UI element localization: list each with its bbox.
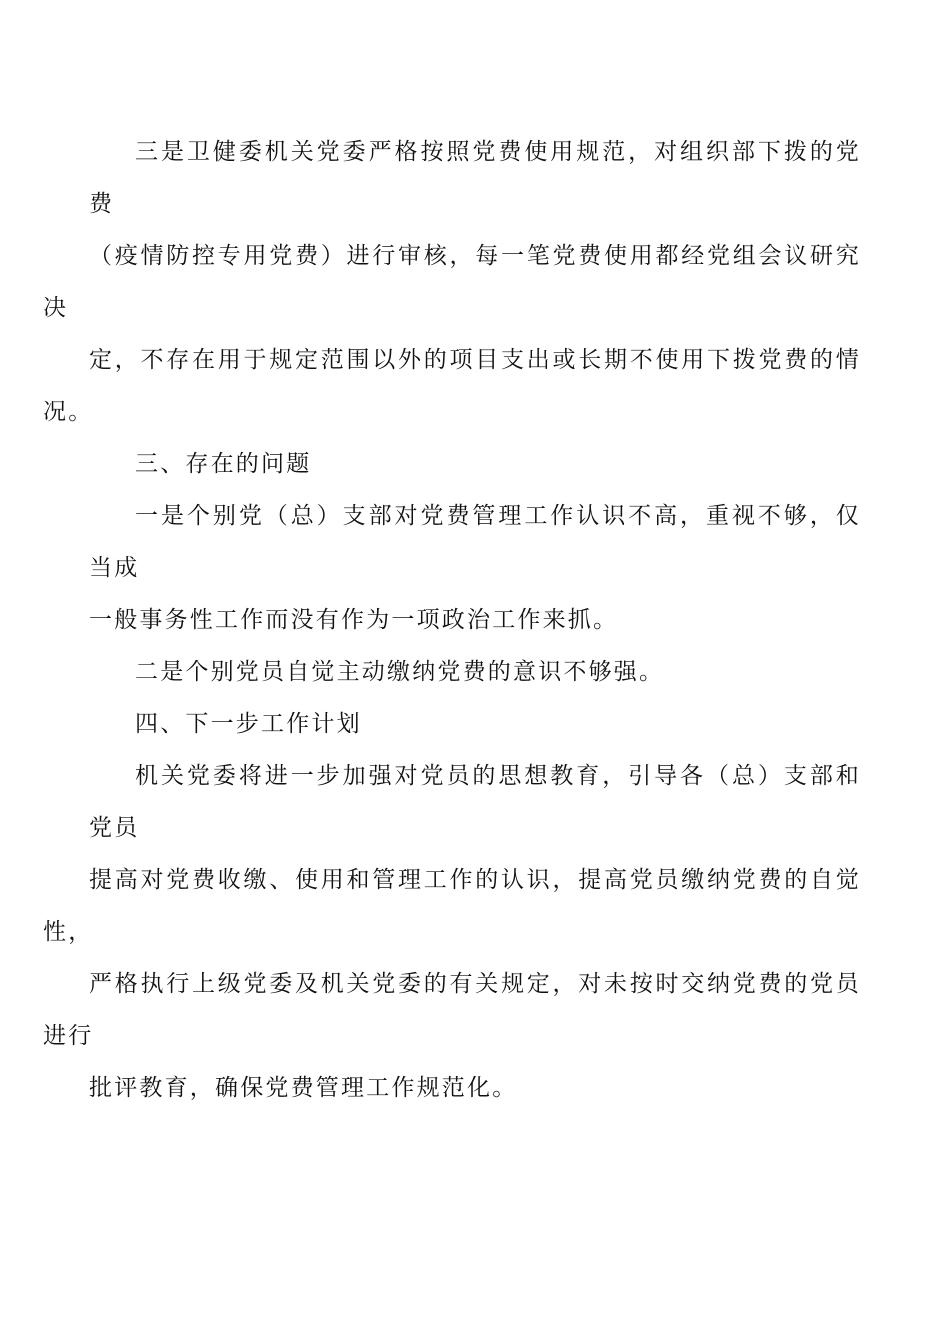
text-line: 机关党委将进一步加强对党员的思想教育，引导各（总）支部和党员: [89, 763, 861, 841]
section-heading-existing-problems: [89, 438, 861, 490]
text-line: 提高对党费收缴、使用和管理工作的认识，提高党员缴纳党费的自觉性，: [43, 867, 861, 945]
text-line: 二是个别党员自觉主动缴纳党费的意识不够强。: [135, 659, 665, 685]
document-body: [43, 126, 861, 1114]
text-line: 一是个别党（总）支部对党费管理工作认识不高，重视不够，仅当成: [89, 503, 861, 581]
text-line: 一般事务性工作而没有作为一项政治工作来抓。: [89, 607, 619, 633]
text-line: 三、存在的问题: [135, 451, 312, 477]
text-line: 严格执行上级党委及机关党委的有关规定，对未按时交纳党费的党员进行: [43, 971, 861, 1049]
text-line: 定，不存在用于规定范围以外的项目支出或长期不使用下拨党费的情况。: [43, 347, 861, 425]
text-line: 三是卫健委机关党委严格按照党费使用规范，对组织部下拨的党费: [89, 139, 861, 217]
paragraph-problem-two: [89, 646, 861, 698]
text-line: （疫情防控专用党费）进行审核，每一笔党费使用都经党组会议研究决: [43, 243, 861, 321]
paragraph-work-plan: [43, 750, 861, 1114]
text-line: 批评教育，确保党费管理工作规范化。: [89, 1075, 518, 1101]
paragraph-problem-one: [89, 490, 861, 646]
paragraph-party-fee-review: [43, 126, 861, 438]
section-heading-next-steps: [89, 698, 861, 750]
text-line: 四、下一步工作计划: [135, 711, 362, 737]
